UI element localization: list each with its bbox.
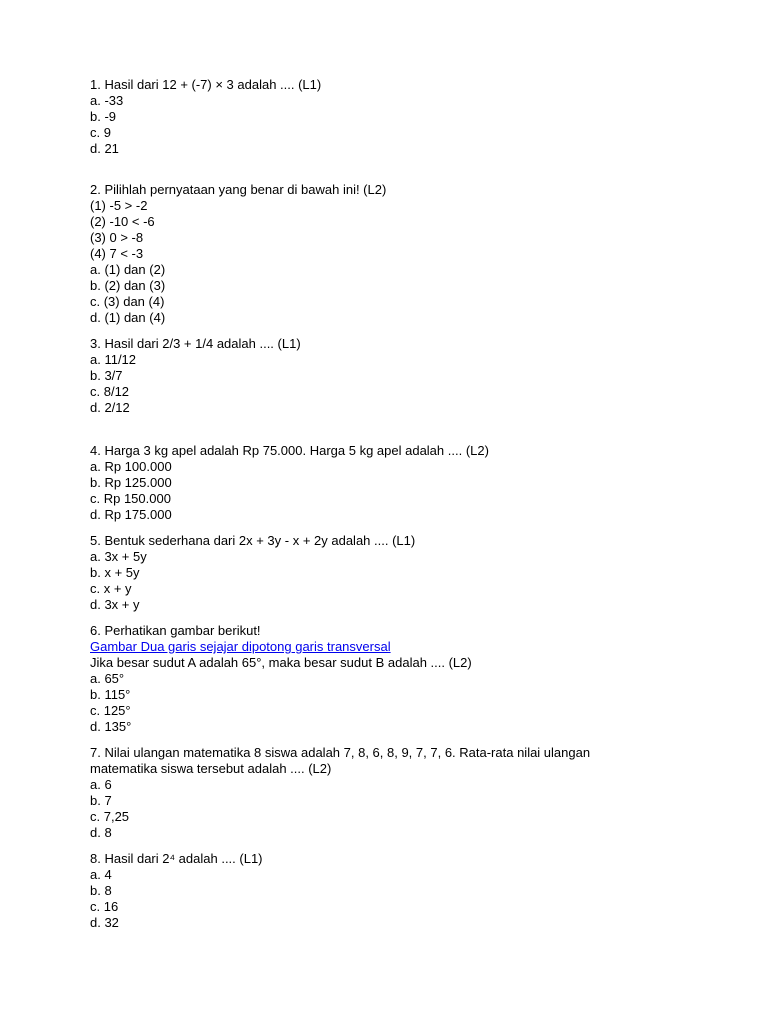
option-b: b. x + 5y	[90, 565, 140, 580]
question-7	[90, 745, 730, 841]
option-b: b. -9	[90, 109, 117, 124]
question-stem-continued: Jika besar sudut A adalah 65°, maka besar sudut B adalah .... (L2)	[90, 655, 472, 670]
option-d: d. 32	[90, 915, 119, 930]
question-stem: 7. Nilai ulangan matematika 8 siswa adalah 7, 8, 6, 8, 9, 7, 7, 6. Rata-rata nilai ulangan matematika siswa tersebut adalah .... (L2)	[90, 745, 591, 776]
question-1	[90, 77, 730, 157]
option-b: b. 115°	[90, 687, 131, 702]
option-c: c. 8/12	[90, 384, 130, 399]
option-b: b. Rp 125.000	[90, 475, 172, 490]
option-a: a. 4	[90, 867, 112, 882]
question-stem: 5. Bentuk sederhana dari 2x + 3y - x + 2y adalah .... (L1)	[90, 533, 416, 548]
option-d: d. (1) dan (4)	[90, 310, 166, 325]
statement-1: (1) -5 > -2	[90, 198, 148, 213]
option-d: d. 8	[90, 825, 112, 840]
figure-link[interactable]: Gambar Dua garis sejajar dipotong garis transversal	[90, 639, 391, 654]
option-d: d. 135°	[90, 719, 132, 734]
option-c: c. 7,25	[90, 809, 130, 824]
option-a: a. 11/12	[90, 352, 137, 367]
question-4	[90, 443, 730, 523]
question-stem: 8. Hasil dari 2⁴ adalah .... (L1)	[90, 851, 263, 866]
document-page	[90, 77, 730, 931]
statement-4: (4) 7 < -3	[90, 246, 144, 261]
question-2	[90, 182, 730, 326]
option-d: d. 21	[90, 141, 119, 156]
option-b: b. 7	[90, 793, 112, 808]
option-d: d. 2/12	[90, 400, 130, 415]
option-c: c. Rp 150.000	[90, 491, 171, 506]
statement-3: (3) 0 > -8	[90, 230, 144, 245]
option-d: d. Rp 175.000	[90, 507, 172, 522]
option-c: c. 9	[90, 125, 111, 140]
option-a: a. 65°	[90, 671, 125, 686]
question-8	[90, 851, 730, 931]
question-6	[90, 623, 730, 735]
statement-2: (2) -10 < -6	[90, 214, 155, 229]
option-a: a. (1) dan (2)	[90, 262, 166, 277]
option-a: a. -33	[90, 93, 124, 108]
option-c: c. 125°	[90, 703, 131, 718]
option-a: a. 6	[90, 777, 112, 792]
option-d: d. 3x + y	[90, 597, 140, 612]
question-stem: 4. Harga 3 kg apel adalah Rp 75.000. Harga 5 kg apel adalah .... (L2)	[90, 443, 489, 458]
option-c: c. (3) dan (4)	[90, 294, 165, 309]
option-b: b. 3/7	[90, 368, 123, 383]
option-a: a. Rp 100.000	[90, 459, 172, 474]
question-stem: 2. Pilihlah pernyataan yang benar di bawah ini! (L2)	[90, 182, 387, 197]
question-3	[90, 336, 730, 416]
option-b: b. 8	[90, 883, 112, 898]
question-5	[90, 533, 730, 613]
question-stem: 1. Hasil dari 12 + (-7) × 3 adalah .... (L1)	[90, 77, 322, 92]
option-c: c. 16	[90, 899, 119, 914]
option-c: c. x + y	[90, 581, 132, 596]
option-b: b. (2) dan (3)	[90, 278, 166, 293]
question-stem: 3. Hasil dari 2/3 + 1/4 adalah .... (L1)	[90, 336, 301, 351]
option-a: a. 3x + 5y	[90, 549, 147, 564]
question-stem: 6. Perhatikan gambar berikut!	[90, 623, 261, 638]
